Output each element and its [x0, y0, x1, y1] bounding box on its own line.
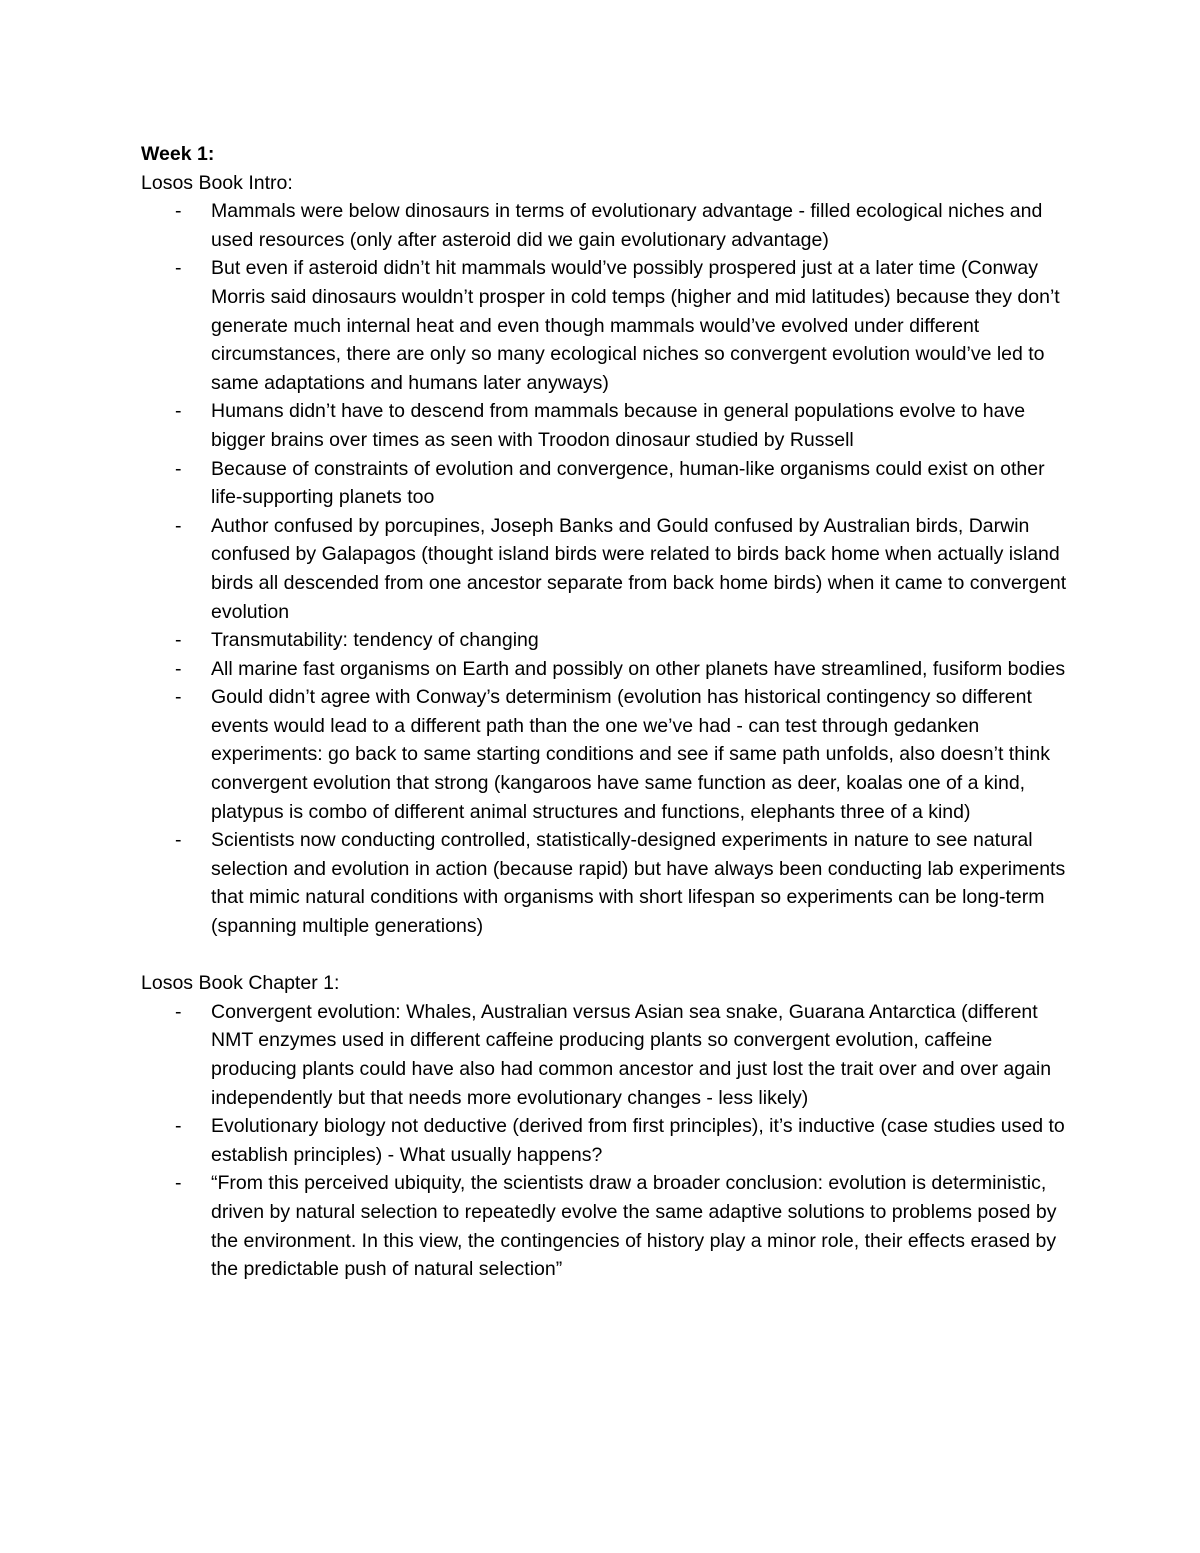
list-item-text: Gould didn’t agree with Conway’s determinism (evolution has historical contingency so different events would lead to a different path than the one we’ve had - can test through gedanken experiments: go back to same starting conditions and see if same path unfolds, also doesn’t think convergent evolution that strong (kangaroos have same function as deer, koalas one of a kind, platypus is combo of different animal structures and functions, elephants three of a kind) — [211, 686, 1050, 823]
list-item — [141, 1112, 1071, 1169]
bullet-dash: - — [175, 200, 182, 223]
bullet-list — [141, 197, 1071, 940]
document-page — [141, 140, 1071, 1284]
section-spacer — [141, 941, 1071, 970]
section-chapter-1 — [141, 969, 1071, 1284]
bullet-dash: - — [175, 657, 182, 680]
list-item-text: But even if asteroid didn’t hit mammals would’ve possibly prospered just at a later time (Conway Morris said dinosaurs wouldn’t prosper in cold temps (higher and mid latitudes) because they don’t generate much internal heat and even though mammals would’ve evolved under different circumstances, there are only so many ecological niches so convergent evolution would’ve led to same adaptations and humans later anyways) — [211, 257, 1060, 394]
list-item — [141, 254, 1071, 397]
bullet-dash: - — [175, 400, 182, 423]
section-intro — [141, 169, 1071, 941]
bullet-dash: - — [175, 829, 182, 852]
bullet-dash: - — [175, 686, 182, 709]
list-item — [141, 655, 1071, 684]
list-item-text: Author confused by porcupines, Joseph Banks and Gould confused by Australian birds, Darwin confused by Galapagos (thought island birds were related to birds back home when actually island birds all descended from one ancestor separate from back home birds) when it came to convergent evolution — [211, 514, 1067, 623]
bullet-dash: - — [175, 1115, 182, 1138]
list-item-text: Because of constraints of evolution and convergence, human-like organisms could exist on other life-supporting planets too — [211, 457, 1045, 509]
list-item — [141, 626, 1071, 655]
list-item — [141, 683, 1071, 826]
section-title: Losos Book Chapter 1: — [141, 972, 340, 995]
list-item — [141, 1169, 1071, 1283]
list-item — [141, 397, 1071, 454]
section-title: Losos Book Intro: — [141, 171, 293, 194]
list-item-text: Mammals were below dinosaurs in terms of evolutionary advantage - filled ecological niches and used resources (only after asteroid did we gain evolutionary advantage) — [211, 200, 1043, 251]
list-item — [141, 455, 1071, 512]
list-item-text: Convergent evolution: Whales, Australian versus Asian sea snake, Guarana Antarctica (different NMT enzymes used in different caffeine producing plants so convergent evolution, caffeine producing plants could have also had common ancestor and just lost the trait over and over again independently but that needs more evolutionary changes - less likely) — [211, 1000, 1052, 1109]
list-item-text: Scientists now conducting controlled, statistically-designed experiments in nature to see natural selection and evolution in action (because rapid) but have always been conducting lab experiments that mimic natural conditions with organisms with short lifespan so experiments can be long-term (spanning multiple generations) — [211, 829, 1066, 938]
list-item-text: Evolutionary biology not deductive (derived from first principles), it’s inductive (case studies used to establish principles) - What usually happens? — [211, 1115, 1065, 1166]
list-item-text: Humans didn’t have to descend from mammals because in general populations evolve to have bigger brains over times as seen with Troodon dinosaur studied by Russell — [211, 400, 1026, 451]
list-item — [141, 197, 1071, 254]
bullet-dash: - — [175, 457, 182, 480]
bullet-dash: - — [175, 629, 182, 652]
week-heading: Week 1: — [141, 143, 215, 165]
list-item — [141, 512, 1071, 626]
bullet-dash: - — [175, 257, 182, 280]
list-item-text: “From this perceived ubiquity, the scientists draw a broader conclusion: evolution is deterministic, driven by natural selection to repeatedly evolve the same adaptive solutions to problems posed by the environment. In this view, the contingencies of history play a minor role, their effects erased by the predictable push of natural selection” — [211, 1172, 1057, 1281]
list-item-text: All marine fast organisms on Earth and possibly on other planets have streamlined, fusiform bodies — [211, 657, 1066, 680]
bullet-dash: - — [175, 514, 182, 537]
list-item — [141, 998, 1071, 1112]
list-item-text: Transmutability: tendency of changing — [211, 629, 539, 652]
bullet-dash: - — [175, 1172, 182, 1195]
bullet-dash: - — [175, 1000, 182, 1023]
list-item — [141, 826, 1071, 940]
bullet-list — [141, 998, 1071, 1284]
